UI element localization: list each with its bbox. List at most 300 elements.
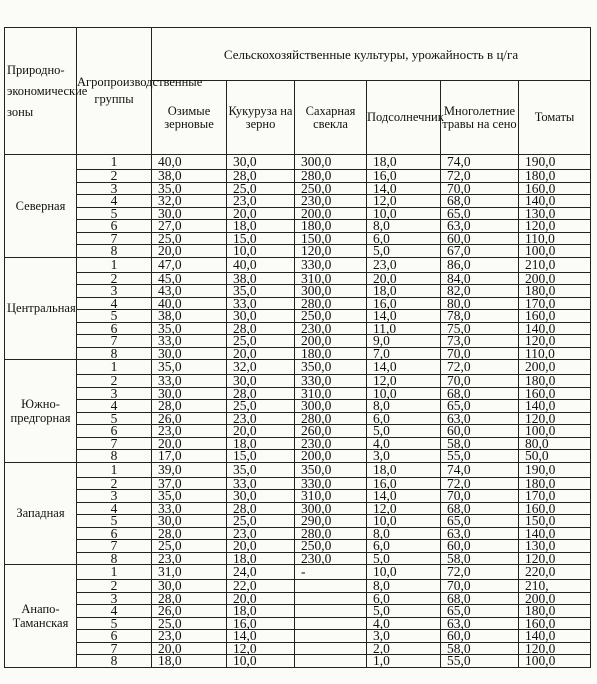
yield-cell: 18,0 [227, 552, 295, 565]
yield-cell: 65,0 [441, 515, 519, 528]
yield-cell: 18,0 [367, 285, 441, 298]
yield-cell: 5,0 [367, 245, 441, 258]
table-row [5, 605, 591, 618]
table-row [5, 515, 591, 528]
header-group: Агропроизводственные группы [77, 28, 152, 155]
yield-cell: 300,0 [295, 502, 367, 515]
yield-cell: 35,0 [227, 462, 295, 477]
group-number-cell: 6 [77, 425, 152, 438]
yield-cell: 200,0 [519, 592, 591, 605]
yield-cell: 28,0 [152, 592, 227, 605]
yield-cell: 33,0 [152, 335, 227, 348]
yield-cell: 16,0 [367, 170, 441, 183]
zone-name-cell: Западная [5, 462, 77, 565]
yield-cell: 74,0 [441, 462, 519, 477]
group-number-cell: 8 [77, 655, 152, 668]
yield-cell: 10,0 [227, 655, 295, 668]
yield-cell: 25,0 [227, 335, 295, 348]
yield-cell: 55,0 [441, 450, 519, 463]
yield-cell: 24,0 [227, 565, 295, 580]
table-row [5, 245, 591, 258]
yield-cell: 35,0 [227, 285, 295, 298]
table-row [5, 580, 591, 593]
group-number-cell: 3 [77, 285, 152, 298]
yield-cell: 10,0 [367, 207, 441, 220]
yield-cell: 60,0 [441, 540, 519, 553]
group-number-cell: 7 [77, 437, 152, 450]
yield-cell: 35,0 [152, 182, 227, 195]
yield-cell: 16,0 [227, 617, 295, 630]
yield-cell: 6,0 [367, 412, 441, 425]
header-crop-sugar-beet: Сахарная свекла [295, 81, 367, 155]
yield-cell: 63,0 [441, 527, 519, 540]
yield-cell: 130,0 [519, 540, 591, 553]
yield-cell: 330,0 [295, 375, 367, 388]
yield-cell: 40,0 [152, 297, 227, 310]
yield-cell: 18,0 [152, 655, 227, 668]
table-row [5, 552, 591, 565]
yield-cell: 190,0 [519, 155, 591, 170]
yield-cell: 40,0 [227, 257, 295, 272]
yield-cell: 100,0 [519, 245, 591, 258]
yield-cell: 37,0 [152, 477, 227, 490]
group-number-cell: 7 [77, 642, 152, 655]
yield-cell: 8,0 [367, 220, 441, 233]
yield-cell: 5,0 [367, 425, 441, 438]
yield-cell: 280,0 [295, 170, 367, 183]
yield-cell: 6,0 [367, 232, 441, 245]
yield-cell: 70,0 [441, 347, 519, 360]
yield-cell: 30,0 [152, 347, 227, 360]
table-row [5, 220, 591, 233]
yield-cell: 7,0 [367, 347, 441, 360]
yield-cell: 4,0 [367, 437, 441, 450]
yield-cell: 180,0 [519, 375, 591, 388]
group-number-cell: 8 [77, 245, 152, 258]
group-number-cell: 4 [77, 400, 152, 413]
table-row [5, 565, 591, 580]
yield-cell: 78,0 [441, 310, 519, 323]
yield-cell: 120,0 [295, 245, 367, 258]
group-number-cell: 7 [77, 540, 152, 553]
yield-cell: 10,0 [367, 387, 441, 400]
table-row [5, 195, 591, 208]
yield-cell: 80,0 [441, 297, 519, 310]
yield-cell: 350,0 [295, 462, 367, 477]
group-number-cell: 1 [77, 360, 152, 375]
table-row [5, 642, 591, 655]
group-number-cell: 6 [77, 322, 152, 335]
yield-cell: 58,0 [441, 437, 519, 450]
yield-cell: 8,0 [367, 527, 441, 540]
yield-cell: 140,0 [519, 195, 591, 208]
yield-cell: 70,0 [441, 580, 519, 593]
table-row [5, 450, 591, 463]
yield-cell: 5,0 [367, 552, 441, 565]
yield-cell: 1,0 [367, 655, 441, 668]
table-row [5, 310, 591, 323]
yield-cell [295, 655, 367, 668]
yield-cell: 310,0 [295, 272, 367, 285]
yield-cell: 350,0 [295, 360, 367, 375]
yield-cell: 210, [519, 580, 591, 593]
yield-cell: 28,0 [227, 322, 295, 335]
yield-cell: 2,0 [367, 642, 441, 655]
yield-cell: 120,0 [519, 412, 591, 425]
yield-cell: 12,0 [227, 642, 295, 655]
yield-cell: 200,0 [295, 335, 367, 348]
yield-cell: 8,0 [367, 400, 441, 413]
yield-cell: 60,0 [441, 630, 519, 643]
yield-cell: 120,0 [519, 220, 591, 233]
yield-cell: 84,0 [441, 272, 519, 285]
yield-cell: 25,0 [152, 617, 227, 630]
group-number-cell: 7 [77, 232, 152, 245]
table-row [5, 155, 591, 170]
crop-yield-table [4, 27, 591, 668]
yield-cell: 40,0 [152, 155, 227, 170]
yield-cell [295, 630, 367, 643]
yield-cell: 20,0 [227, 592, 295, 605]
yield-cell: 68,0 [441, 592, 519, 605]
yield-cell: 14,0 [367, 360, 441, 375]
yield-cell: 16,0 [367, 297, 441, 310]
yield-cell: 67,0 [441, 245, 519, 258]
yield-cell: 300,0 [295, 285, 367, 298]
yield-cell: 86,0 [441, 257, 519, 272]
yield-cell: 18,0 [227, 605, 295, 618]
yield-cell: 20,0 [227, 425, 295, 438]
yield-cell: 68,0 [441, 502, 519, 515]
yield-cell: 120,0 [519, 642, 591, 655]
yield-cell: 38,0 [152, 310, 227, 323]
yield-cell: 160,0 [519, 502, 591, 515]
header-crop-winter-grain: Озимые зерновые [152, 81, 227, 155]
table-row [5, 272, 591, 285]
table-row [5, 257, 591, 272]
yield-cell: 100,0 [519, 425, 591, 438]
yield-cell [295, 605, 367, 618]
yield-cell: 70,0 [441, 490, 519, 503]
yield-cell: 68,0 [441, 387, 519, 400]
group-number-cell: 1 [77, 462, 152, 477]
yield-cell: 12,0 [367, 502, 441, 515]
yield-cell: 60,0 [441, 232, 519, 245]
group-number-cell: 1 [77, 155, 152, 170]
yield-cell: 58,0 [441, 552, 519, 565]
yield-cell: 28,0 [227, 387, 295, 400]
yield-cell: 16,0 [367, 477, 441, 490]
yield-cell: 330,0 [295, 257, 367, 272]
yield-cell: 190,0 [519, 462, 591, 477]
yield-cell: 280,0 [295, 412, 367, 425]
yield-cell: 230,0 [295, 195, 367, 208]
yield-cell: 6,0 [367, 592, 441, 605]
yield-cell: 260,0 [295, 425, 367, 438]
yield-cell: 82,0 [441, 285, 519, 298]
yield-cell: 30,0 [152, 580, 227, 593]
group-number-cell: 2 [77, 580, 152, 593]
yield-cell: 10,0 [227, 245, 295, 258]
yield-cell: 80,0 [519, 437, 591, 450]
yield-cell: 63,0 [441, 220, 519, 233]
yield-cell: 200,0 [519, 360, 591, 375]
yield-cell: 250,0 [295, 540, 367, 553]
group-number-cell: 2 [77, 272, 152, 285]
yield-cell: 20,0 [367, 272, 441, 285]
table-row [5, 592, 591, 605]
table-row [5, 387, 591, 400]
group-number-cell: 7 [77, 335, 152, 348]
group-number-cell: 3 [77, 592, 152, 605]
yield-cell: 18,0 [367, 155, 441, 170]
table-row [5, 347, 591, 360]
yield-cell: 38,0 [152, 170, 227, 183]
yield-cell: 43,0 [152, 285, 227, 298]
yield-cell: 20,0 [152, 437, 227, 450]
yield-cell: 3,0 [367, 450, 441, 463]
yield-cell: 3,0 [367, 630, 441, 643]
yield-cell: 22,0 [227, 580, 295, 593]
table-row [5, 335, 591, 348]
yield-cell: 23,0 [227, 527, 295, 540]
zone-name-cell: Северная [5, 155, 77, 258]
yield-cell: 20,0 [227, 540, 295, 553]
group-number-cell: 6 [77, 527, 152, 540]
yield-cell: 9,0 [367, 335, 441, 348]
yield-cell: 72,0 [441, 170, 519, 183]
yield-cell: 170,0 [519, 297, 591, 310]
yield-cell: 27,0 [152, 220, 227, 233]
yield-cell: 30,0 [227, 375, 295, 388]
yield-cell: 200,0 [295, 207, 367, 220]
yield-cell: 72,0 [441, 360, 519, 375]
yield-cell: 310,0 [295, 490, 367, 503]
yield-cell: 6,0 [367, 540, 441, 553]
yield-cell: 10,0 [367, 565, 441, 580]
table-row [5, 322, 591, 335]
group-number-cell: 6 [77, 220, 152, 233]
yield-cell: 28,0 [152, 400, 227, 413]
table-row [5, 490, 591, 503]
group-number-cell: 5 [77, 617, 152, 630]
group-number-cell: 1 [77, 257, 152, 272]
table-row [5, 297, 591, 310]
yield-cell: 11,0 [367, 322, 441, 335]
yield-cell: 280,0 [295, 527, 367, 540]
yield-cell: 140,0 [519, 322, 591, 335]
yield-cell: 23,0 [227, 195, 295, 208]
yield-cell: 8,0 [367, 580, 441, 593]
table-row [5, 412, 591, 425]
yield-cell: 15,0 [227, 450, 295, 463]
table-row [5, 462, 591, 477]
yield-cell: 220,0 [519, 565, 591, 580]
yield-cell: 70,0 [441, 182, 519, 195]
yield-cell: 14,0 [227, 630, 295, 643]
header-crops-title: Сельскохозяйственные культуры, урожайность в ц/га [152, 28, 591, 81]
header-zone: Природно-экономические зоны [5, 28, 77, 155]
yield-cell: 39,0 [152, 462, 227, 477]
yield-cell: 15,0 [227, 232, 295, 245]
yield-cell: 23,0 [227, 412, 295, 425]
yield-cell: 180,0 [295, 220, 367, 233]
yield-cell: 32,0 [152, 195, 227, 208]
yield-cell: 14,0 [367, 182, 441, 195]
table-row [5, 232, 591, 245]
yield-cell [295, 580, 367, 593]
header-crop-hay: Многолетние травы на сено [441, 81, 519, 155]
yield-cell: 35,0 [152, 490, 227, 503]
yield-cell: 30,0 [152, 515, 227, 528]
yield-cell: 30,0 [227, 310, 295, 323]
yield-cell: 70,0 [441, 375, 519, 388]
yield-cell: 180,0 [295, 347, 367, 360]
yield-cell: 75,0 [441, 322, 519, 335]
table-row [5, 375, 591, 388]
yield-cell: 230,0 [295, 322, 367, 335]
yield-cell: 110,0 [519, 232, 591, 245]
yield-cell: 330,0 [295, 477, 367, 490]
yield-cell: 30,0 [152, 387, 227, 400]
yield-cell: 25,0 [227, 515, 295, 528]
yield-cell: 200,0 [295, 450, 367, 463]
table-body [5, 155, 591, 668]
header-crop-tomatoes: Томаты [519, 81, 591, 155]
yield-cell: 63,0 [441, 617, 519, 630]
yield-cell: 10,0 [367, 515, 441, 528]
yield-cell: 55,0 [441, 655, 519, 668]
table-row [5, 437, 591, 450]
table-row [5, 527, 591, 540]
header-crop-sunflower: Подсолнечник [367, 81, 441, 155]
yield-cell: 14,0 [367, 490, 441, 503]
yield-cell: 72,0 [441, 565, 519, 580]
yield-cell: 45,0 [152, 272, 227, 285]
yield-cell: 160,0 [519, 387, 591, 400]
yield-cell: 50,0 [519, 450, 591, 463]
yield-cell: 30,0 [227, 155, 295, 170]
yield-cell: 12,0 [367, 195, 441, 208]
table-row [5, 170, 591, 183]
yield-cell: 23,0 [152, 552, 227, 565]
yield-cell: 210,0 [519, 257, 591, 272]
yield-cell: 130,0 [519, 207, 591, 220]
group-number-cell: 1 [77, 565, 152, 580]
yield-cell: 160,0 [519, 310, 591, 323]
group-number-cell: 5 [77, 310, 152, 323]
yield-cell: 32,0 [227, 360, 295, 375]
yield-cell: 18,0 [227, 220, 295, 233]
yield-cell: 33,0 [152, 502, 227, 515]
group-number-cell: 5 [77, 412, 152, 425]
yield-cell: 47,0 [152, 257, 227, 272]
yield-cell: 250,0 [295, 182, 367, 195]
yield-cell: 120,0 [519, 335, 591, 348]
yield-cell: 30,0 [152, 207, 227, 220]
yield-cell: 250,0 [295, 310, 367, 323]
yield-cell: 28,0 [152, 527, 227, 540]
table-row [5, 285, 591, 298]
yield-cell: 120,0 [519, 552, 591, 565]
yield-cell: 18,0 [367, 462, 441, 477]
yield-cell: 63,0 [441, 412, 519, 425]
yield-cell: 300,0 [295, 400, 367, 413]
yield-cell: 12,0 [367, 375, 441, 388]
table-row [5, 360, 591, 375]
yield-cell: 72,0 [441, 477, 519, 490]
yield-cell: 68,0 [441, 195, 519, 208]
group-number-cell: 2 [77, 375, 152, 388]
yield-cell: 18,0 [227, 437, 295, 450]
yield-cell: 26,0 [152, 412, 227, 425]
yield-cell: 200,0 [519, 272, 591, 285]
yield-cell: 28,0 [227, 502, 295, 515]
yield-cell: 180,0 [519, 285, 591, 298]
table-row [5, 540, 591, 553]
yield-cell: 23,0 [367, 257, 441, 272]
yield-cell: 17,0 [152, 450, 227, 463]
group-number-cell: 4 [77, 502, 152, 515]
yield-cell: 110,0 [519, 347, 591, 360]
yield-cell: 25,0 [227, 400, 295, 413]
yield-cell: 310,0 [295, 387, 367, 400]
group-number-cell: 2 [77, 170, 152, 183]
yield-cell [295, 592, 367, 605]
group-number-cell: 8 [77, 347, 152, 360]
table-row [5, 630, 591, 643]
header-crop-corn: Кукуруза на зерно [227, 81, 295, 155]
yield-cell: 35,0 [152, 360, 227, 375]
yield-cell: 33,0 [227, 477, 295, 490]
yield-cell: 60,0 [441, 425, 519, 438]
yield-cell: 140,0 [519, 527, 591, 540]
group-number-cell: 3 [77, 490, 152, 503]
group-number-cell: 8 [77, 450, 152, 463]
yield-cell: 65,0 [441, 207, 519, 220]
yield-cell: 140,0 [519, 630, 591, 643]
yield-cell: 20,0 [227, 347, 295, 360]
table-row [5, 502, 591, 515]
yield-cell: 160,0 [519, 617, 591, 630]
yield-cell: 160,0 [519, 182, 591, 195]
yield-cell: 33,0 [152, 375, 227, 388]
yield-cell [295, 617, 367, 630]
yield-cell: 5,0 [367, 605, 441, 618]
yield-cell: 25,0 [152, 540, 227, 553]
group-number-cell: 3 [77, 182, 152, 195]
yield-cell: 180,0 [519, 477, 591, 490]
group-number-cell: 2 [77, 477, 152, 490]
yield-cell: 170,0 [519, 490, 591, 503]
group-number-cell: 4 [77, 605, 152, 618]
yield-cell: 65,0 [441, 400, 519, 413]
yield-cell: 65,0 [441, 605, 519, 618]
yield-cell: 280,0 [295, 297, 367, 310]
yield-cell: 150,0 [295, 232, 367, 245]
group-number-cell: 5 [77, 207, 152, 220]
group-number-cell: 6 [77, 630, 152, 643]
yield-cell: 20,0 [152, 642, 227, 655]
table-row [5, 425, 591, 438]
yield-cell: 20,0 [227, 207, 295, 220]
zone-name-cell: Южно-предгорная [5, 360, 77, 463]
table-row [5, 207, 591, 220]
yield-cell: 4,0 [367, 617, 441, 630]
yield-cell: 150,0 [519, 515, 591, 528]
yield-cell: 35,0 [152, 322, 227, 335]
yield-cell: 58,0 [441, 642, 519, 655]
